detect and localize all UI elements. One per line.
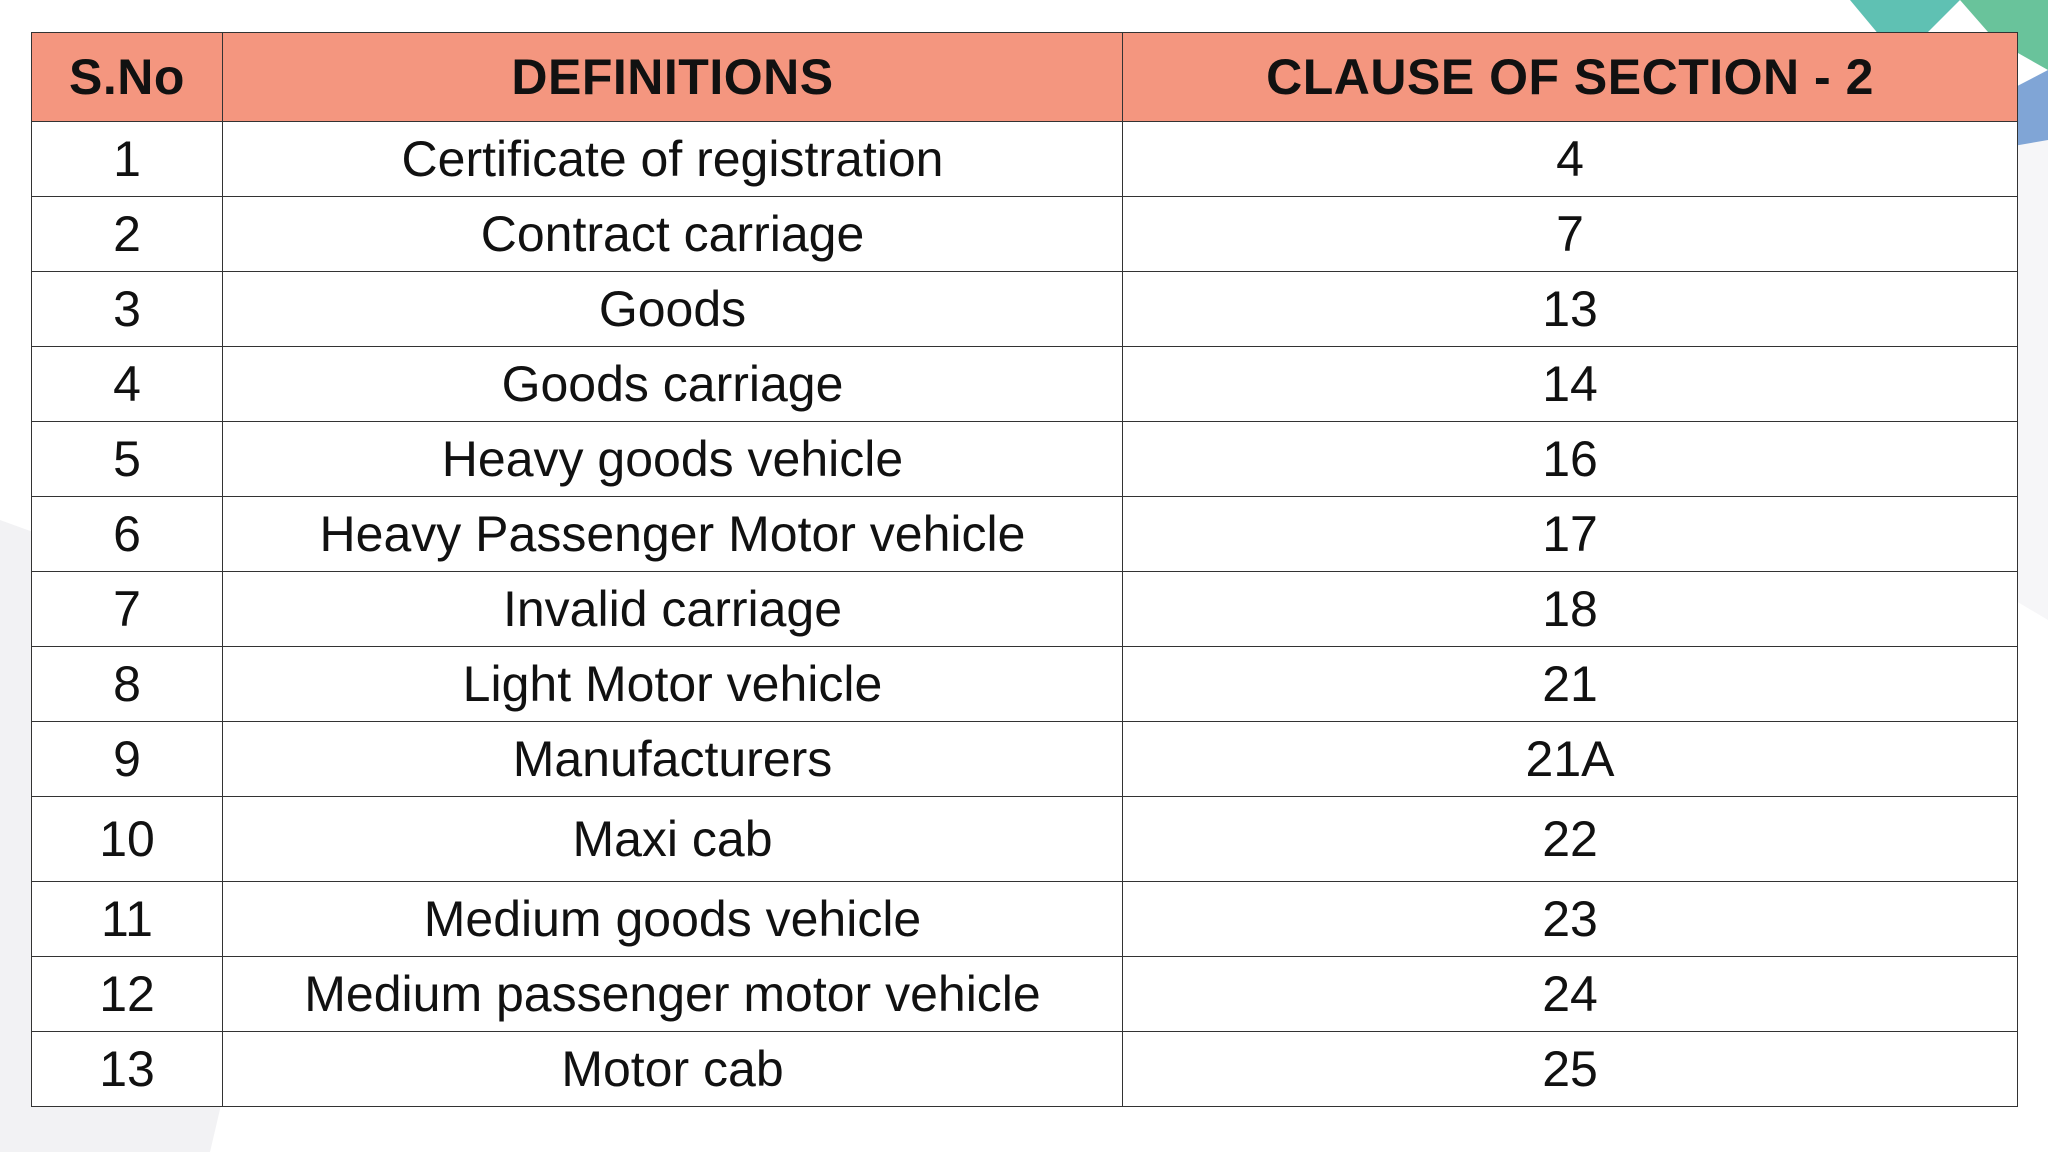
header-definitions: DEFINITIONS (223, 33, 1123, 122)
cell-definition: Heavy goods vehicle (223, 422, 1123, 497)
cell-clause: 16 (1123, 422, 2018, 497)
table-row (32, 1032, 2018, 1107)
cell-sno: 9 (32, 722, 223, 797)
cell-sno: 5 (32, 422, 223, 497)
table-row (32, 272, 2018, 347)
cell-clause: 23 (1123, 882, 2018, 957)
cell-definition: Motor cab (223, 1032, 1123, 1107)
table-row (32, 197, 2018, 272)
header-clause: CLAUSE OF SECTION - 2 (1123, 33, 2018, 122)
table-row (32, 647, 2018, 722)
cell-clause: 14 (1123, 347, 2018, 422)
cell-definition: Medium passenger motor vehicle (223, 957, 1123, 1032)
cell-sno: 7 (32, 572, 223, 647)
cell-sno: 12 (32, 957, 223, 1032)
cell-definition: Goods carriage (223, 347, 1123, 422)
table-row (32, 347, 2018, 422)
cell-definition: Heavy Passenger Motor vehicle (223, 497, 1123, 572)
cell-definition: Medium goods vehicle (223, 882, 1123, 957)
cell-definition: Certificate of registration (223, 122, 1123, 197)
cell-clause: 21A (1123, 722, 2018, 797)
cell-sno: 2 (32, 197, 223, 272)
cell-clause: 21 (1123, 647, 2018, 722)
cell-clause: 17 (1123, 497, 2018, 572)
cell-clause: 18 (1123, 572, 2018, 647)
cell-clause: 24 (1123, 957, 2018, 1032)
cell-sno: 3 (32, 272, 223, 347)
table-row (32, 422, 2018, 497)
table-header-row (32, 33, 2018, 122)
cell-definition: Invalid carriage (223, 572, 1123, 647)
cell-sno: 13 (32, 1032, 223, 1107)
definitions-table-container (31, 32, 2017, 1107)
cell-sno: 8 (32, 647, 223, 722)
table-row (32, 722, 2018, 797)
cell-sno: 11 (32, 882, 223, 957)
cell-clause: 4 (1123, 122, 2018, 197)
cell-sno: 4 (32, 347, 223, 422)
table-row (32, 572, 2018, 647)
cell-sno: 10 (32, 797, 223, 882)
table-row (32, 882, 2018, 957)
cell-definition: Contract carriage (223, 197, 1123, 272)
cell-clause: 7 (1123, 197, 2018, 272)
definitions-table (31, 32, 2018, 1107)
cell-definition: Manufacturers (223, 722, 1123, 797)
cell-definition: Maxi cab (223, 797, 1123, 882)
cell-definition: Light Motor vehicle (223, 647, 1123, 722)
cell-clause: 22 (1123, 797, 2018, 882)
table-row (32, 497, 2018, 572)
header-sno: S.No (32, 33, 223, 122)
cell-sno: 1 (32, 122, 223, 197)
cell-clause: 25 (1123, 1032, 2018, 1107)
cell-sno: 6 (32, 497, 223, 572)
table-row (32, 957, 2018, 1032)
table-row (32, 797, 2018, 882)
cell-definition: Goods (223, 272, 1123, 347)
cell-clause: 13 (1123, 272, 2018, 347)
table-row (32, 122, 2018, 197)
